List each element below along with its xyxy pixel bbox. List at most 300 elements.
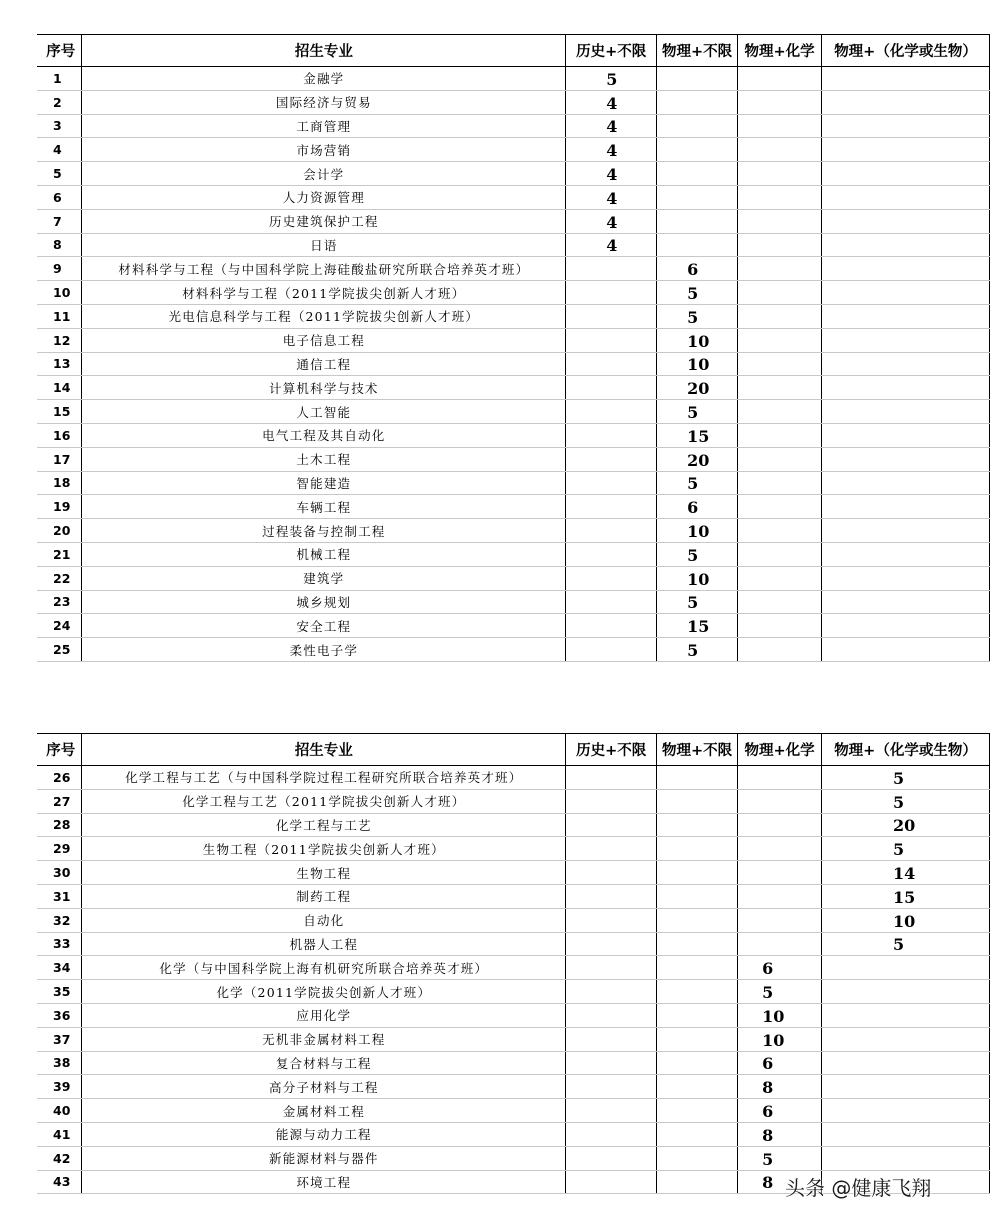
- table-row: [37, 209, 990, 233]
- quota-physics-any: [657, 1003, 738, 1027]
- quota-physics-any: [657, 1170, 738, 1194]
- quota-history-any: [566, 837, 657, 861]
- row-serial: 43: [37, 1170, 82, 1194]
- quota-physics-chemistry: [738, 138, 822, 162]
- quota-physics-chem-or-bio: 5: [822, 766, 990, 790]
- row-serial: 7: [37, 209, 82, 233]
- quota-physics-chemistry: [738, 185, 822, 209]
- row-serial: 29: [37, 837, 82, 861]
- row-serial: 24: [37, 614, 82, 638]
- quota-physics-chemistry: [738, 400, 822, 424]
- row-serial: 42: [37, 1146, 82, 1170]
- table-row: [37, 114, 990, 138]
- row-serial: 37: [37, 1027, 82, 1051]
- quota-physics-any: [657, 956, 738, 980]
- quota-history-any: [566, 1075, 657, 1099]
- quota-physics-chemistry: [738, 328, 822, 352]
- row-major-name: 机器人工程: [82, 932, 566, 956]
- row-serial: 3: [37, 114, 82, 138]
- table-row: [37, 185, 990, 209]
- quota-physics-chemistry: 6: [738, 956, 822, 980]
- quota-history-any: 4: [566, 209, 657, 233]
- quota-history-any: [566, 1003, 657, 1027]
- enrollment-table-1: [37, 34, 990, 662]
- table-row: [37, 519, 990, 543]
- quota-history-any: [566, 638, 657, 662]
- quota-physics-chemistry: [738, 471, 822, 495]
- row-serial: 14: [37, 376, 82, 400]
- quota-physics-any: [657, 1075, 738, 1099]
- table-row: [37, 67, 990, 91]
- quota-physics-chem-or-bio: 10: [822, 908, 990, 932]
- quota-physics-chemistry: [738, 376, 822, 400]
- quota-physics-chem-or-bio: [822, 233, 990, 257]
- table-row: [37, 766, 990, 790]
- quota-physics-chemistry: 8: [738, 1122, 822, 1146]
- row-major-name: 复合材料与工程: [82, 1051, 566, 1075]
- row-serial: 36: [37, 1003, 82, 1027]
- quota-history-any: [566, 956, 657, 980]
- quota-physics-any: 6: [657, 257, 738, 281]
- row-major-name: 人力资源管理: [82, 185, 566, 209]
- table-row: [37, 590, 990, 614]
- quota-history-any: [566, 813, 657, 837]
- quota-physics-any: 20: [657, 376, 738, 400]
- quota-physics-chemistry: 8: [738, 1170, 822, 1194]
- quota-physics-chem-or-bio: [822, 519, 990, 543]
- row-major-name: 智能建造: [82, 471, 566, 495]
- quota-physics-any: [657, 1122, 738, 1146]
- table-row: [37, 376, 990, 400]
- header-major: 招生专业: [82, 35, 566, 67]
- quota-physics-any: [657, 908, 738, 932]
- quota-physics-chem-or-bio: [822, 114, 990, 138]
- quota-history-any: [566, 590, 657, 614]
- table-row: [37, 423, 990, 447]
- quota-physics-chem-or-bio: [822, 1099, 990, 1123]
- quota-physics-chem-or-bio: [822, 423, 990, 447]
- quota-physics-chemistry: [738, 281, 822, 305]
- quota-physics-chem-or-bio: [822, 1027, 990, 1051]
- quota-physics-chem-or-bio: [822, 328, 990, 352]
- row-serial: 11: [37, 304, 82, 328]
- row-major-name: 化学（与中国科学院上海有机研究所联合培养英才班）: [82, 956, 566, 980]
- quota-physics-any: [657, 1146, 738, 1170]
- table-row: [37, 447, 990, 471]
- quota-physics-chem-or-bio: [822, 376, 990, 400]
- row-serial: 15: [37, 400, 82, 424]
- row-major-name: 土木工程: [82, 447, 566, 471]
- quota-physics-any: 20: [657, 447, 738, 471]
- table-row: [37, 400, 990, 424]
- table-row: [37, 328, 990, 352]
- quota-physics-chemistry: [738, 884, 822, 908]
- quota-physics-chem-or-bio: [822, 638, 990, 662]
- table-row: [37, 1099, 990, 1123]
- quota-physics-chem-or-bio: [822, 542, 990, 566]
- row-serial: 9: [37, 257, 82, 281]
- quota-history-any: [566, 932, 657, 956]
- quota-physics-chemistry: [738, 495, 822, 519]
- quota-physics-any: [657, 114, 738, 138]
- quota-physics-chem-or-bio: 20: [822, 813, 990, 837]
- quota-physics-chemistry: 8: [738, 1075, 822, 1099]
- quota-physics-chem-or-bio: [822, 471, 990, 495]
- quota-history-any: [566, 1170, 657, 1194]
- quota-physics-chemistry: [738, 566, 822, 590]
- quota-physics-chemistry: 10: [738, 1027, 822, 1051]
- row-major-name: 城乡规划: [82, 590, 566, 614]
- quota-physics-chemistry: [738, 90, 822, 114]
- table-row: [37, 932, 990, 956]
- quota-physics-any: 15: [657, 423, 738, 447]
- row-major-name: 安全工程: [82, 614, 566, 638]
- table-row: [37, 352, 990, 376]
- quota-physics-any: 10: [657, 566, 738, 590]
- quota-history-any: 4: [566, 185, 657, 209]
- row-serial: 19: [37, 495, 82, 519]
- quota-physics-any: 5: [657, 638, 738, 662]
- quota-physics-chem-or-bio: [822, 980, 990, 1004]
- row-major-name: 人工智能: [82, 400, 566, 424]
- row-major-name: 化学工程与工艺（与中国科学院过程工程研究所联合培养英才班）: [82, 766, 566, 790]
- quota-physics-any: 5: [657, 542, 738, 566]
- row-major-name: 工商管理: [82, 114, 566, 138]
- quota-history-any: 5: [566, 67, 657, 91]
- row-serial: 1: [37, 67, 82, 91]
- quota-physics-chem-or-bio: [822, 67, 990, 91]
- quota-physics-chemistry: [738, 766, 822, 790]
- row-major-name: 车辆工程: [82, 495, 566, 519]
- row-major-name: 环境工程: [82, 1170, 566, 1194]
- quota-physics-any: [657, 789, 738, 813]
- row-major-name: 建筑学: [82, 566, 566, 590]
- quota-history-any: [566, 1099, 657, 1123]
- table-row: [37, 566, 990, 590]
- quota-physics-chemistry: [738, 233, 822, 257]
- table-row: [37, 90, 990, 114]
- enrollment-table-2: [37, 733, 990, 1194]
- quota-physics-chemistry: 10: [738, 1003, 822, 1027]
- quota-physics-any: 5: [657, 304, 738, 328]
- quota-physics-chemistry: [738, 861, 822, 885]
- row-serial: 10: [37, 281, 82, 305]
- quota-physics-chem-or-bio: [822, 257, 990, 281]
- row-serial: 28: [37, 813, 82, 837]
- row-major-name: 生物工程（2011学院拔尖创新人才班）: [82, 837, 566, 861]
- header-serial: 序号: [37, 734, 82, 766]
- quota-history-any: [566, 471, 657, 495]
- header-major: 招生专业: [82, 734, 566, 766]
- row-major-name: 机械工程: [82, 542, 566, 566]
- row-major-name: 光电信息科学与工程（2011学院拔尖创新人才班）: [82, 304, 566, 328]
- quota-physics-chem-or-bio: [822, 138, 990, 162]
- quota-history-any: 4: [566, 233, 657, 257]
- quota-physics-chemistry: 6: [738, 1099, 822, 1123]
- quota-physics-chemistry: [738, 614, 822, 638]
- quota-physics-chem-or-bio: [822, 304, 990, 328]
- quota-physics-any: [657, 233, 738, 257]
- quota-physics-any: 10: [657, 328, 738, 352]
- row-serial: 30: [37, 861, 82, 885]
- quota-history-any: [566, 1122, 657, 1146]
- table-row: [37, 542, 990, 566]
- quota-history-any: [566, 447, 657, 471]
- row-major-name: 计算机科学与技术: [82, 376, 566, 400]
- row-serial: 27: [37, 789, 82, 813]
- quota-history-any: [566, 1027, 657, 1051]
- row-serial: 39: [37, 1075, 82, 1099]
- header-physics-chemistry: 物理+化学: [738, 35, 822, 67]
- table-row: [37, 1122, 990, 1146]
- row-major-name: 能源与动力工程: [82, 1122, 566, 1146]
- quota-history-any: [566, 328, 657, 352]
- quota-physics-any: [657, 766, 738, 790]
- row-serial: 32: [37, 908, 82, 932]
- table-row: [37, 861, 990, 885]
- quota-physics-any: [657, 1051, 738, 1075]
- table-row: [37, 257, 990, 281]
- quota-history-any: [566, 908, 657, 932]
- header-physics-any: 物理+不限: [657, 35, 738, 67]
- quota-physics-chemistry: [738, 519, 822, 543]
- quota-physics-chemistry: [738, 67, 822, 91]
- row-major-name: 过程装备与控制工程: [82, 519, 566, 543]
- row-serial: 20: [37, 519, 82, 543]
- quota-physics-chemistry: [738, 789, 822, 813]
- quota-history-any: [566, 423, 657, 447]
- row-serial: 25: [37, 638, 82, 662]
- quota-physics-chemistry: [738, 542, 822, 566]
- row-serial: 21: [37, 542, 82, 566]
- row-major-name: 生物工程: [82, 861, 566, 885]
- quota-physics-chemistry: [738, 162, 822, 186]
- row-serial: 23: [37, 590, 82, 614]
- row-serial: 26: [37, 766, 82, 790]
- table-row: [37, 1051, 990, 1075]
- quota-history-any: [566, 614, 657, 638]
- row-serial: 18: [37, 471, 82, 495]
- quota-history-any: [566, 566, 657, 590]
- row-serial: 8: [37, 233, 82, 257]
- quota-history-any: [566, 1146, 657, 1170]
- quota-physics-chem-or-bio: [822, 1003, 990, 1027]
- quota-physics-chemistry: [738, 352, 822, 376]
- quota-physics-chemistry: [738, 837, 822, 861]
- row-serial: 4: [37, 138, 82, 162]
- quota-history-any: [566, 304, 657, 328]
- quota-physics-chemistry: 6: [738, 1051, 822, 1075]
- quota-physics-any: [657, 932, 738, 956]
- quota-physics-chemistry: 5: [738, 980, 822, 1004]
- row-serial: 13: [37, 352, 82, 376]
- table-row: [37, 956, 990, 980]
- quota-physics-any: [657, 67, 738, 91]
- quota-physics-chemistry: [738, 304, 822, 328]
- row-serial: 40: [37, 1099, 82, 1123]
- quota-history-any: [566, 519, 657, 543]
- row-major-name: 化学工程与工艺（2011学院拔尖创新人才班）: [82, 789, 566, 813]
- table-row: [37, 471, 990, 495]
- header-physics-chemistry: 物理+化学: [738, 734, 822, 766]
- quota-physics-chem-or-bio: 5: [822, 789, 990, 813]
- quota-physics-chem-or-bio: [822, 162, 990, 186]
- quota-physics-any: [657, 980, 738, 1004]
- row-serial: 31: [37, 884, 82, 908]
- row-major-name: 历史建筑保护工程: [82, 209, 566, 233]
- quota-history-any: 4: [566, 114, 657, 138]
- quota-history-any: [566, 884, 657, 908]
- row-major-name: 无机非金属材料工程: [82, 1027, 566, 1051]
- row-major-name: 市场营销: [82, 138, 566, 162]
- row-serial: 5: [37, 162, 82, 186]
- quota-physics-any: [657, 837, 738, 861]
- quota-history-any: [566, 861, 657, 885]
- table-row: [37, 281, 990, 305]
- row-major-name: 材料科学与工程（2011学院拔尖创新人才班）: [82, 281, 566, 305]
- quota-physics-any: 10: [657, 519, 738, 543]
- quota-physics-chem-or-bio: [822, 1146, 990, 1170]
- quota-physics-chemistry: [738, 114, 822, 138]
- quota-physics-any: [657, 209, 738, 233]
- table-row: [37, 233, 990, 257]
- row-major-name: 金融学: [82, 67, 566, 91]
- quota-physics-chemistry: [738, 590, 822, 614]
- quota-history-any: [566, 980, 657, 1004]
- row-serial: 35: [37, 980, 82, 1004]
- quota-physics-chem-or-bio: 5: [822, 932, 990, 956]
- table-row: [37, 495, 990, 519]
- header-physics-chem-or-bio: 物理+（化学或生物）: [822, 734, 990, 766]
- row-major-name: 日语: [82, 233, 566, 257]
- watermark-text: 头条 @健康飞翔: [785, 1176, 932, 1200]
- row-major-name: 材料科学与工程（与中国科学院上海硅酸盐研究所联合培养英才班）: [82, 257, 566, 281]
- quota-history-any: [566, 376, 657, 400]
- row-major-name: 化学（2011学院拔尖创新人才班）: [82, 980, 566, 1004]
- row-major-name: 自动化: [82, 908, 566, 932]
- quota-physics-chem-or-bio: [822, 956, 990, 980]
- quota-physics-chem-or-bio: 14: [822, 861, 990, 885]
- table-row: [37, 138, 990, 162]
- table-header-row: [37, 35, 990, 67]
- quota-physics-any: 5: [657, 590, 738, 614]
- row-serial: 41: [37, 1122, 82, 1146]
- table-row: [37, 1075, 990, 1099]
- quota-physics-any: 10: [657, 352, 738, 376]
- row-major-name: 金属材料工程: [82, 1099, 566, 1123]
- quota-physics-any: [657, 90, 738, 114]
- quota-physics-chemistry: [738, 209, 822, 233]
- quota-physics-chem-or-bio: [822, 1122, 990, 1146]
- quota-physics-chemistry: [738, 932, 822, 956]
- row-major-name: 国际经济与贸易: [82, 90, 566, 114]
- row-serial: 38: [37, 1051, 82, 1075]
- quota-history-any: [566, 1051, 657, 1075]
- table-row: [37, 304, 990, 328]
- row-serial: 17: [37, 447, 82, 471]
- quota-history-any: 4: [566, 90, 657, 114]
- table-row: [37, 813, 990, 837]
- row-serial: 16: [37, 423, 82, 447]
- table-row: [37, 789, 990, 813]
- quota-physics-chem-or-bio: 5: [822, 837, 990, 861]
- quota-physics-any: [657, 138, 738, 162]
- quota-physics-chem-or-bio: [822, 495, 990, 519]
- table-row: [37, 908, 990, 932]
- quota-physics-chem-or-bio: [822, 185, 990, 209]
- table-row: [37, 1003, 990, 1027]
- quota-history-any: [566, 281, 657, 305]
- quota-physics-any: [657, 1099, 738, 1123]
- header-serial: 序号: [37, 35, 82, 67]
- row-serial: 6: [37, 185, 82, 209]
- quota-history-any: [566, 400, 657, 424]
- row-major-name: 柔性电子学: [82, 638, 566, 662]
- row-major-name: 制药工程: [82, 884, 566, 908]
- quota-physics-chem-or-bio: [822, 209, 990, 233]
- quota-history-any: [566, 789, 657, 813]
- quota-history-any: [566, 766, 657, 790]
- row-major-name: 电气工程及其自动化: [82, 423, 566, 447]
- quota-physics-chemistry: [738, 638, 822, 662]
- quota-physics-chemistry: [738, 447, 822, 471]
- row-serial: 33: [37, 932, 82, 956]
- quota-physics-any: 5: [657, 281, 738, 305]
- row-major-name: 化学工程与工艺: [82, 813, 566, 837]
- table-row: [37, 837, 990, 861]
- quota-physics-chem-or-bio: [822, 614, 990, 638]
- quota-history-any: [566, 257, 657, 281]
- row-major-name: 高分子材料与工程: [82, 1075, 566, 1099]
- quota-physics-chem-or-bio: [822, 281, 990, 305]
- quota-physics-any: [657, 1027, 738, 1051]
- table-row: [37, 638, 990, 662]
- quota-physics-any: 5: [657, 400, 738, 424]
- quota-history-any: [566, 542, 657, 566]
- row-major-name: 新能源材料与器件: [82, 1146, 566, 1170]
- quota-physics-any: 6: [657, 495, 738, 519]
- header-history-any: 历史+不限: [566, 35, 657, 67]
- quota-physics-any: [657, 185, 738, 209]
- row-major-name: 应用化学: [82, 1003, 566, 1027]
- quota-physics-any: [657, 813, 738, 837]
- quota-physics-chem-or-bio: [822, 400, 990, 424]
- header-physics-chem-or-bio: 物理+（化学或生物）: [822, 35, 990, 67]
- header-history-any: 历史+不限: [566, 734, 657, 766]
- quota-physics-chemistry: [738, 423, 822, 447]
- quota-physics-any: 15: [657, 614, 738, 638]
- quota-history-any: [566, 495, 657, 519]
- row-serial: 22: [37, 566, 82, 590]
- row-serial: 34: [37, 956, 82, 980]
- quota-history-any: 4: [566, 138, 657, 162]
- quota-physics-any: [657, 162, 738, 186]
- quota-history-any: 4: [566, 162, 657, 186]
- quota-physics-chem-or-bio: [822, 590, 990, 614]
- quota-physics-chemistry: 5: [738, 1146, 822, 1170]
- quota-physics-chem-or-bio: [822, 352, 990, 376]
- table-row: [37, 1146, 990, 1170]
- row-serial: 12: [37, 328, 82, 352]
- quota-physics-any: 5: [657, 471, 738, 495]
- quota-physics-chem-or-bio: [822, 1075, 990, 1099]
- table-row: [37, 162, 990, 186]
- quota-history-any: [566, 352, 657, 376]
- row-major-name: 通信工程: [82, 352, 566, 376]
- quota-physics-chemistry: [738, 908, 822, 932]
- quota-physics-chem-or-bio: 15: [822, 884, 990, 908]
- table-row: [37, 980, 990, 1004]
